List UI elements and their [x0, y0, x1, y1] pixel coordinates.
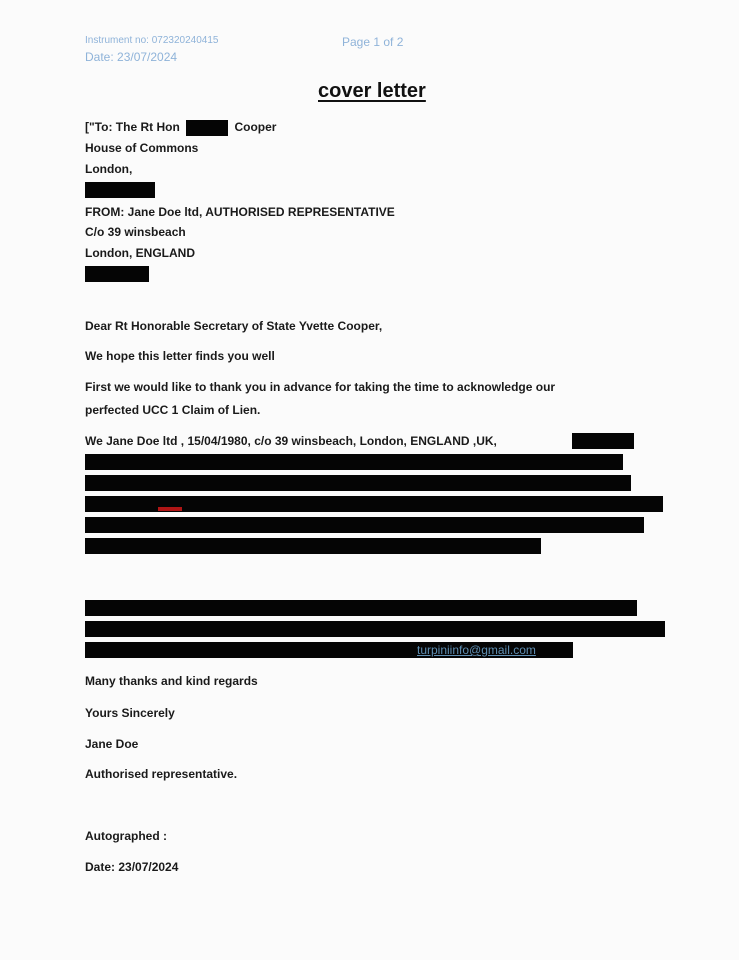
redaction-bar: [85, 182, 155, 198]
email-link[interactable]: turpiniinfo@gmail.com: [417, 643, 536, 657]
header-date: Date: 23/07/2024: [85, 50, 178, 64]
closing-thanks: Many thanks and kind regards: [85, 674, 258, 688]
paragraph-2-line-1: First we would like to thank you in advance for taking the time to acknowledge our: [85, 380, 556, 394]
to-address-line-2: House of Commons: [85, 141, 199, 155]
redaction-bar: [85, 475, 631, 491]
instrument-number: Instrument no: 072320240415: [85, 35, 219, 46]
redaction-bar: [85, 454, 623, 470]
redaction-bar: [572, 433, 634, 449]
redaction-bar: [85, 600, 637, 616]
redaction-bar: [85, 538, 541, 554]
redaction-bar: [85, 621, 665, 637]
to-prefix: ["To: The Rt Hon: [85, 120, 180, 135]
paragraph-1: We hope this letter finds you well: [85, 349, 275, 363]
closing-yours: Yours Sincerely: [85, 706, 175, 720]
document-title: cover letter: [318, 80, 426, 102]
red-mark: [158, 507, 182, 511]
redaction-bar: [186, 120, 228, 136]
signatory-name: Jane Doe: [85, 737, 139, 751]
paragraph-3: We Jane Doe ltd , 15/04/1980, c/o 39 winsbeach, London, ENGLAND ,UK,: [85, 434, 497, 448]
signatory-role: Authorised representative.: [85, 767, 238, 781]
to-address-line-3: London,: [85, 162, 133, 176]
salutation: Dear Rt Honorable Secretary of State Yvette Cooper,: [85, 319, 383, 333]
paragraph-2-line-2: perfected UCC 1 Claim of Lien.: [85, 403, 261, 417]
page-number: Page 1 of 2: [342, 35, 404, 49]
autographed-label: Autographed :: [85, 829, 167, 843]
redaction-bar: [85, 517, 644, 533]
from-line-2: C/o 39 winsbeach: [85, 225, 186, 239]
to-name-suffix: Cooper: [234, 120, 277, 135]
closing-date: Date: 23/07/2024: [85, 860, 179, 874]
from-line-3: London, ENGLAND: [85, 246, 195, 260]
redaction-bar: [85, 266, 149, 282]
from-line-1: FROM: Jane Doe ltd, AUTHORISED REPRESENTATIVE: [85, 205, 395, 219]
to-line: [85, 120, 276, 136]
